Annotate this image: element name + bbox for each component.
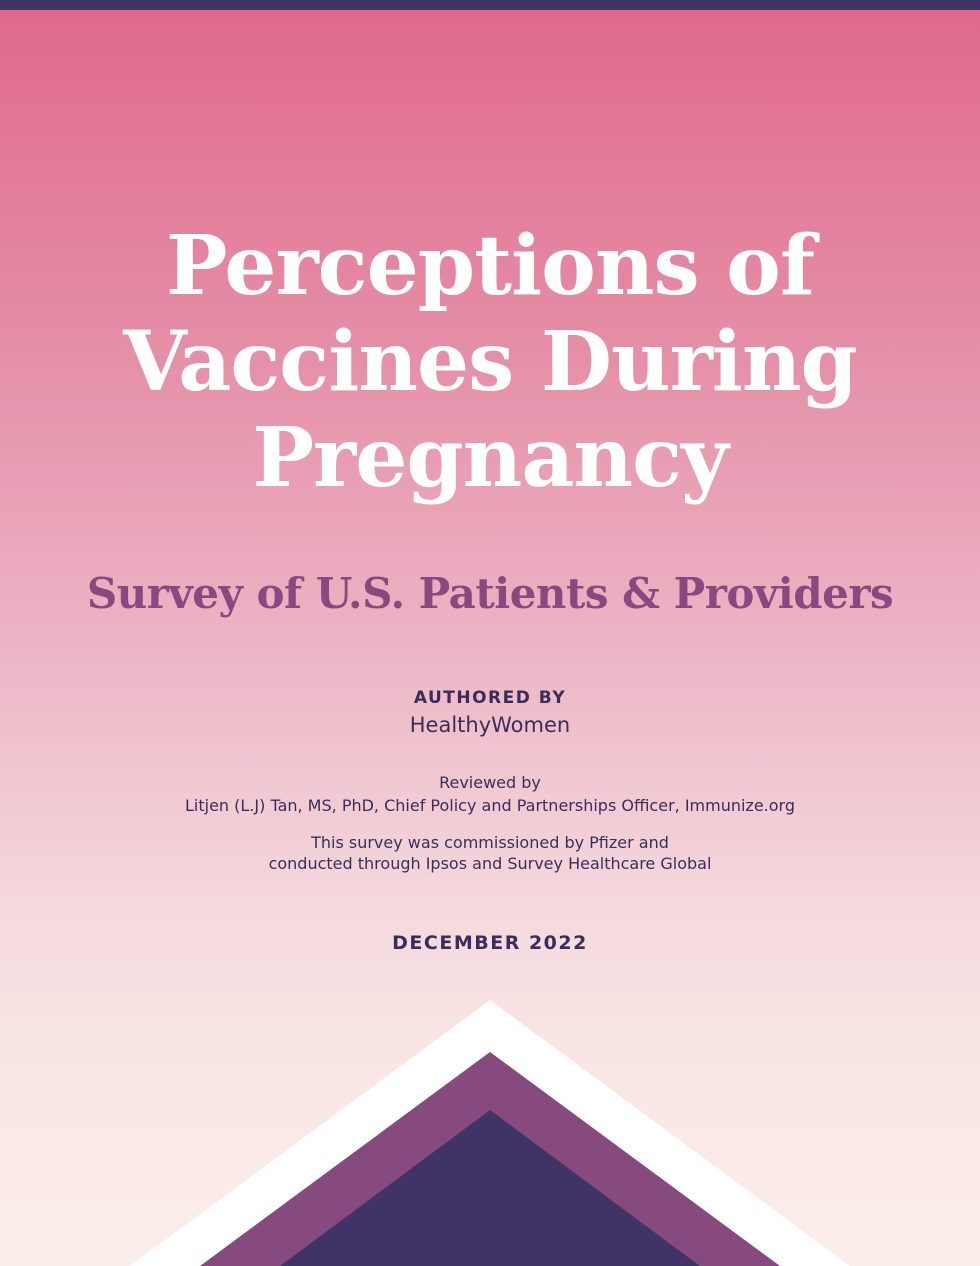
- title-line-3: Pregnancy: [252, 410, 728, 506]
- reviewed-by-label: Reviewed by: [439, 773, 541, 792]
- publication-date: DECEMBER 2022: [392, 932, 588, 954]
- commission-line-1: This survey was commissioned by Pfizer and: [311, 833, 669, 852]
- author-name: HealthyWomen: [409, 713, 571, 737]
- authored-by-label: AUTHORED BY: [413, 688, 567, 708]
- commission-line-2: conducted through Ipsos and Survey Healthcare Global: [268, 854, 712, 873]
- report-subtitle: Survey of U.S. Patients & Providers: [86, 569, 894, 618]
- title-line-1: Perceptions of: [165, 218, 815, 314]
- title-line-2: Vaccines During: [123, 314, 857, 410]
- reviewer-name: Litjen (L.J) Tan, MS, PhD, Chief Policy and Partnerships Officer, Immunize.org: [185, 796, 795, 815]
